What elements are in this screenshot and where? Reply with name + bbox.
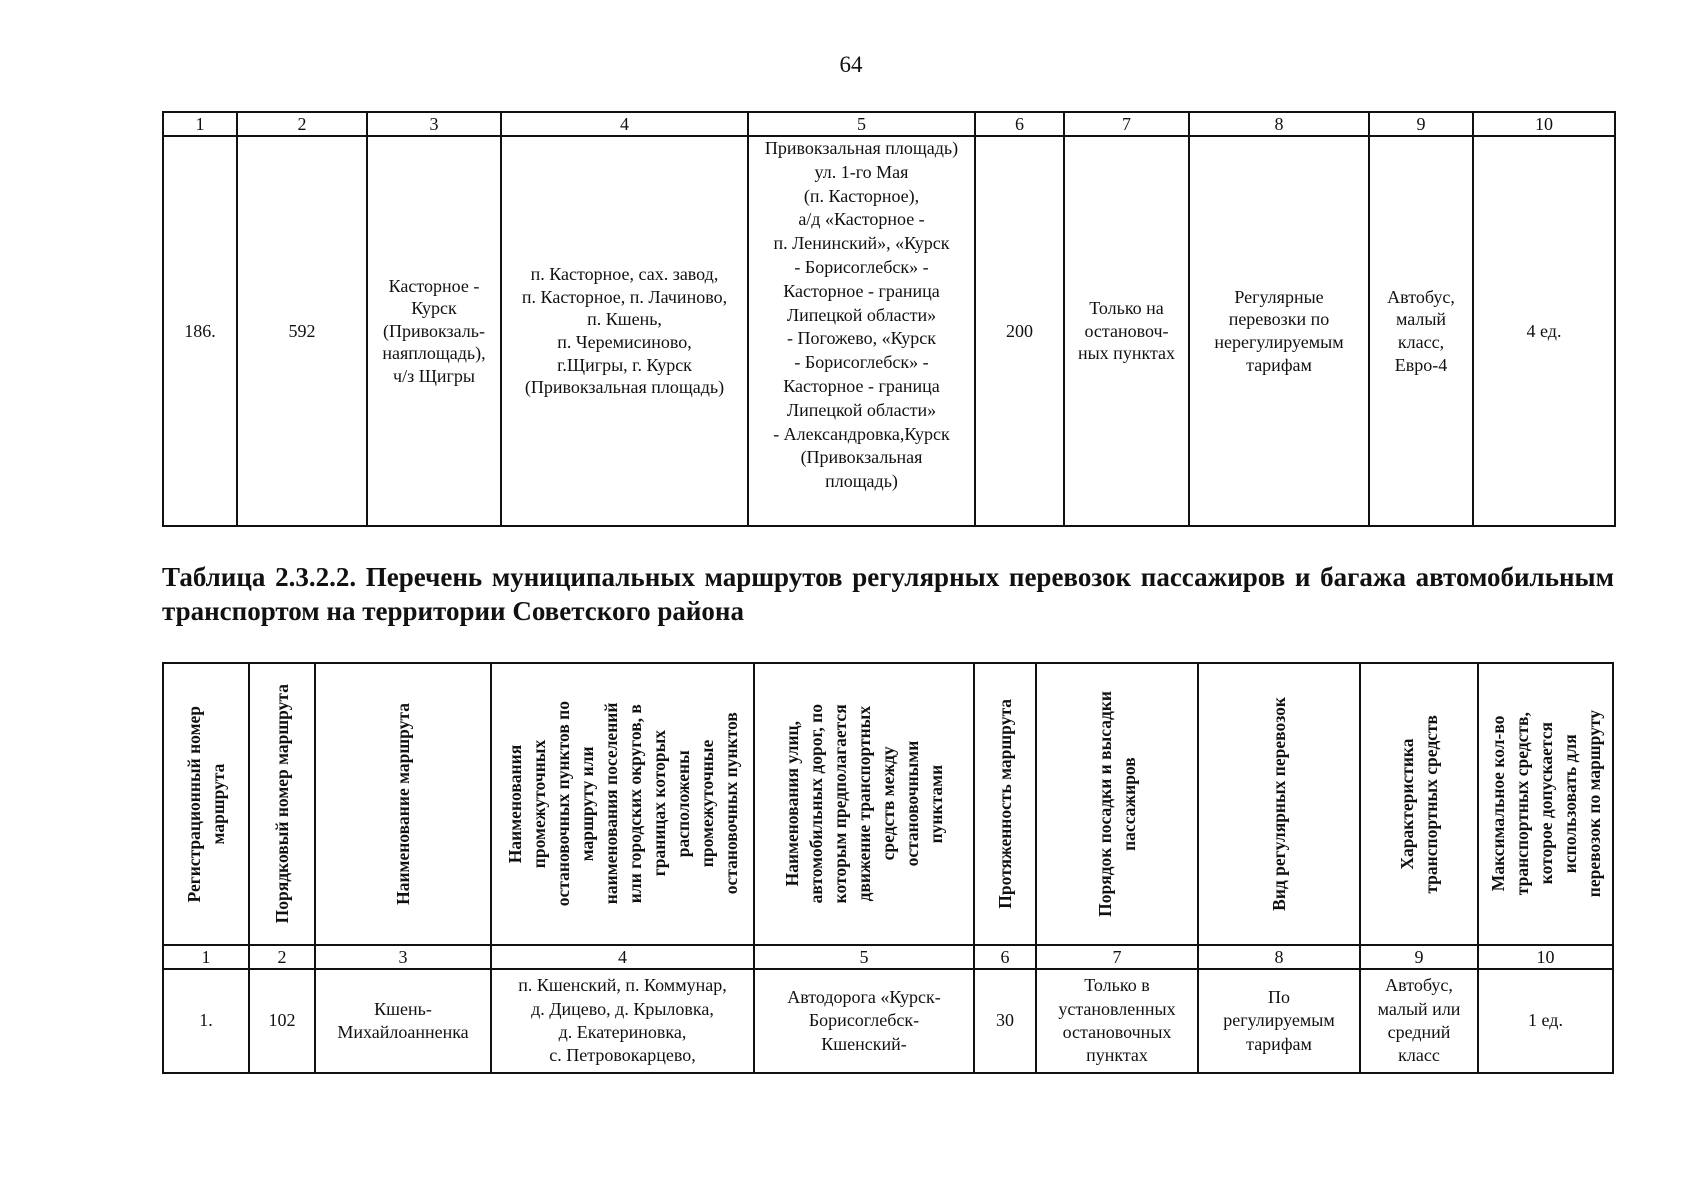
route-streets	[754, 969, 974, 1073]
route-name	[315, 969, 491, 1073]
col-number: 8	[1198, 945, 1360, 969]
intermediate-stops	[501, 136, 748, 526]
header-transport-type: Вид регулярных перевозок	[1269, 697, 1289, 911]
col-number: 2	[249, 945, 315, 969]
header-row	[163, 663, 1613, 945]
col-number: 2	[237, 112, 367, 136]
header-route-streets: Наименования улиц, автомобильных дорог, по которым предполагается движение транспортных средств между остановочными пунктами	[782, 704, 946, 904]
boarding-order-text: Только на остановоч- ных пунктах	[1077, 298, 1176, 364]
col-number: 8	[1189, 112, 1369, 136]
header-cell	[1036, 663, 1198, 945]
route-length: 30	[974, 969, 1036, 1073]
vehicle-characteristics	[1360, 969, 1478, 1073]
col-number: 1	[163, 112, 237, 136]
col-number: 7	[1036, 945, 1198, 969]
transport-type-text: По регулируемым тарифам	[1223, 986, 1335, 1054]
max-vehicle-count: 1 ед.	[1478, 969, 1613, 1073]
col-number: 10	[1478, 945, 1613, 969]
registration-number: 186.	[163, 136, 237, 526]
column-number-row	[163, 945, 1613, 969]
header-cell	[1360, 663, 1478, 945]
col-number: 6	[975, 112, 1064, 136]
routes-table-continued	[162, 111, 1616, 527]
municipal-routes-table	[162, 662, 1614, 1074]
header-cell	[315, 663, 491, 945]
header-route-length: Протяженность маршрута	[995, 699, 1015, 909]
route-streets-text: Автодорога «Курск- Борисоглебск- Кшенский-	[787, 986, 941, 1054]
col-number: 1	[163, 945, 249, 969]
col-number: 4	[491, 945, 754, 969]
intermediate-stops-text: п. Касторное, сах. завод, п. Касторное, п. Лачиново, п. Кшень, п. Черемисиново, г.Щигры, г. Курск (Привокзальная площадь)	[521, 264, 728, 398]
transport-type-text: Регулярные перевозки по нерегулируемым тарифам	[1214, 286, 1344, 375]
col-number: 5	[748, 112, 975, 136]
registration-number: 1.	[163, 969, 249, 1073]
header-registration-number: Регистрационный номер маршрута	[184, 705, 228, 903]
table-caption: Таблица 2.3.2.2. Перечень муниципальных маршрутов регулярных перевозок пассажиров и багажа автомобильным транспортом на территории Советского района	[162, 562, 1614, 626]
col-number: 7	[1064, 112, 1189, 136]
col-number: 4	[501, 112, 748, 136]
intermediate-stops	[491, 969, 754, 1073]
vehicle-characteristics-text: Автобус, малый или средний класс	[1377, 975, 1461, 1066]
col-number: 3	[315, 945, 491, 969]
header-cell	[491, 663, 754, 945]
route-name-text: Кшень- Михайлоанненка	[337, 998, 469, 1042]
col-number: 10	[1473, 112, 1615, 136]
vehicle-characteristics-text: Автобус, малый класс, Евро-4	[1387, 286, 1455, 375]
transport-type	[1189, 136, 1369, 526]
header-boarding-order: Порядок посадки и высадки пассажиров	[1095, 691, 1139, 917]
header-cell	[754, 663, 974, 945]
header-max-vehicle-count: Максимальное кол-во транспортных средств, которое допускается использовать для перевозок по маршруту	[1487, 710, 1604, 898]
header-cell	[974, 663, 1036, 945]
route-streets-text: Привокзальная площадь) ул. 1-го Мая (п. Касторное), а/д «Касторное - п. Ленинский», «Курск - Борисоглебск» - Касторное - граница Липецкой области» - Погожево, «Курск - Борисоглебск» - Касторное - граница Липецкой области» - Александровка,Курск (Привокзальная площадь)	[764, 138, 959, 492]
route-length: 200	[975, 136, 1064, 526]
col-number: 9	[1360, 945, 1478, 969]
vehicle-characteristics	[1369, 136, 1473, 526]
col-number: 3	[367, 112, 501, 136]
max-vehicle-count: 4 ед.	[1473, 136, 1615, 526]
boarding-order-text: Только в установленных остановочных пунктах	[1058, 975, 1176, 1066]
intermediate-stops-text: п. Кшенский, п. Коммунар, д. Дицево, д. Крыловка, д. Екатериновка, с. Петровокарцево,	[518, 975, 727, 1066]
route-number: 592	[237, 136, 367, 526]
route-streets	[748, 136, 975, 526]
header-route-number: Порядковый номер маршрута	[272, 684, 292, 924]
route-number: 102	[249, 969, 315, 1073]
col-number: 9	[1369, 112, 1473, 136]
boarding-order	[1036, 969, 1198, 1073]
boarding-order	[1064, 136, 1189, 526]
header-intermediate-stops: Наименования промежуточных остановочных пунктов по маршруту или наименования поселений или городских округов, в границах которых расположены промежуточные остановочных пунктов	[504, 701, 741, 907]
table-row	[163, 969, 1613, 1073]
header-cell	[163, 663, 249, 945]
transport-type	[1198, 969, 1360, 1073]
header-cell	[1198, 663, 1360, 945]
page-number: 64	[839, 52, 863, 77]
col-number: 6	[974, 945, 1036, 969]
route-name-text: Касторное - Курск (Привокзаль- наяплощадь), ч/з Щигры	[382, 275, 486, 386]
header-cell	[249, 663, 315, 945]
header-vehicle-characteristics: Характеристика транспортных средств	[1397, 714, 1441, 894]
header-cell	[1478, 663, 1613, 945]
column-number-row	[163, 112, 1615, 136]
route-name	[367, 136, 501, 526]
table-row	[163, 136, 1615, 526]
col-number: 5	[754, 945, 974, 969]
header-route-name: Наименование маршрута	[393, 703, 413, 905]
